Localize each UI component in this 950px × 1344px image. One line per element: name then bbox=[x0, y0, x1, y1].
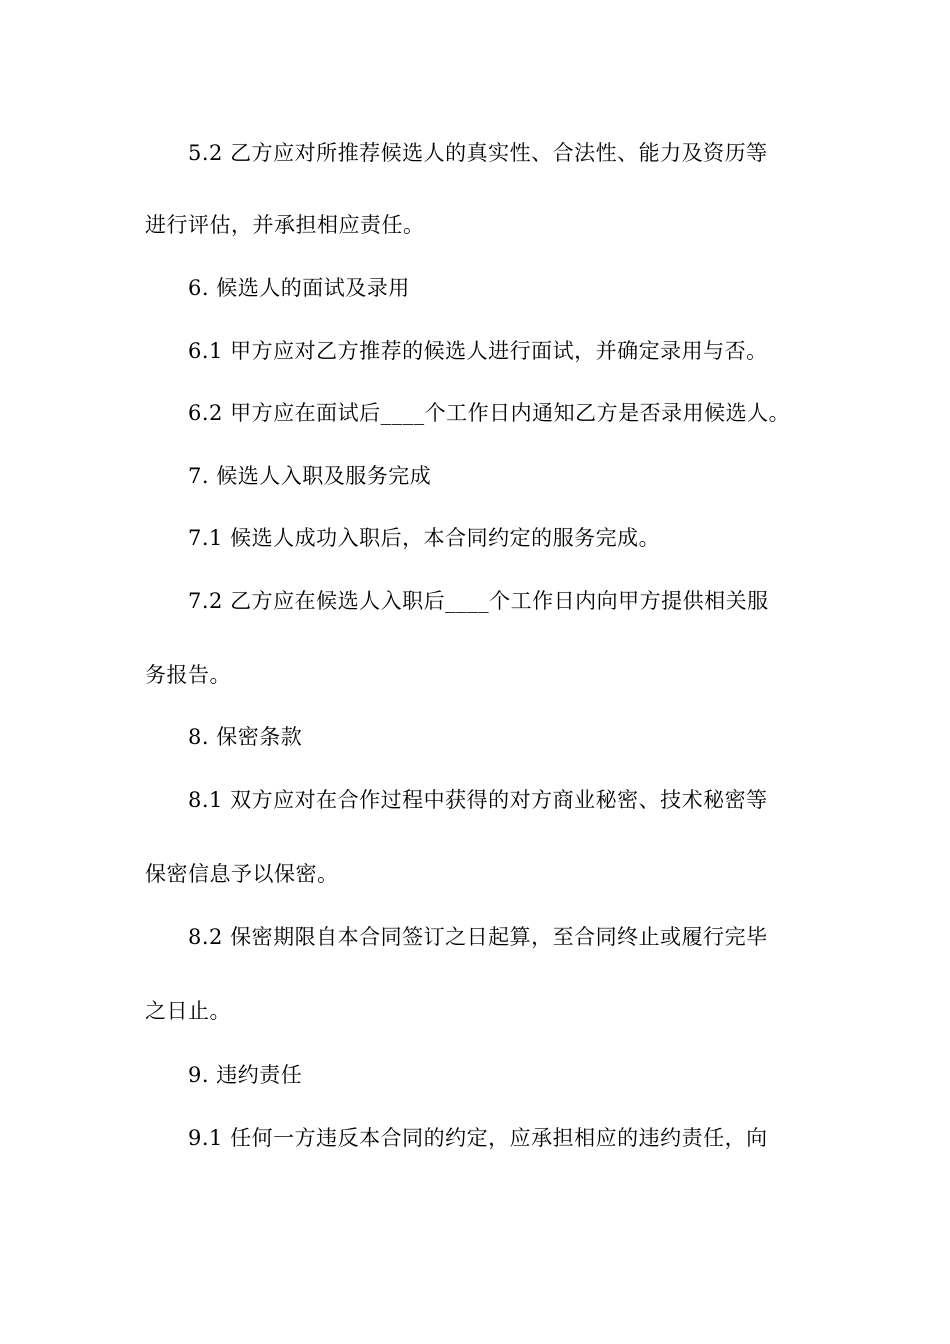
section-6-heading: 6. 候选人的面试及录用 bbox=[188, 276, 410, 300]
clause-8-1-line-1: 8.1 双方应对在合作过程中获得的对方商业秘密、技术秘密等 bbox=[188, 788, 768, 812]
clause-8-2-line-1: 8.2 保密期限自本合同签订之日起算，至合同终止或履行完毕 bbox=[188, 925, 768, 949]
clause-7-2-line-1: 7.2 乙方应在候选人入职后____个工作日内向甲方提供相关服 bbox=[188, 589, 769, 613]
clause-8-2-line-2: 之日止。 bbox=[145, 999, 231, 1023]
clause-9-1-line-1: 9.1 任何一方违反本合同的约定，应承担相应的违约责任，向 bbox=[188, 1126, 768, 1150]
clause-6-1: 6.1 甲方应对乙方推荐的候选人进行面试，并确定录用与否。 bbox=[188, 339, 768, 363]
section-8-heading: 8. 保密条款 bbox=[188, 725, 303, 749]
clause-5-2-line-1: 5.2 乙方应对所推荐候选人的真实性、合法性、能力及资历等 bbox=[188, 141, 768, 165]
clause-6-2: 6.2 甲方应在面试后____个工作日内通知乙方是否录用候选人。 bbox=[188, 401, 791, 425]
clause-8-1-line-2: 保密信息予以保密。 bbox=[145, 862, 339, 886]
clause-7-1: 7.1 候选人成功入职后，本合同约定的服务完成。 bbox=[188, 526, 661, 550]
section-9-heading: 9. 违约责任 bbox=[188, 1063, 303, 1087]
clause-5-2-line-2: 进行评估，并承担相应责任。 bbox=[145, 213, 425, 237]
section-7-heading: 7. 候选人入职及服务完成 bbox=[188, 464, 432, 488]
clause-7-2-line-2: 务报告。 bbox=[145, 663, 231, 687]
